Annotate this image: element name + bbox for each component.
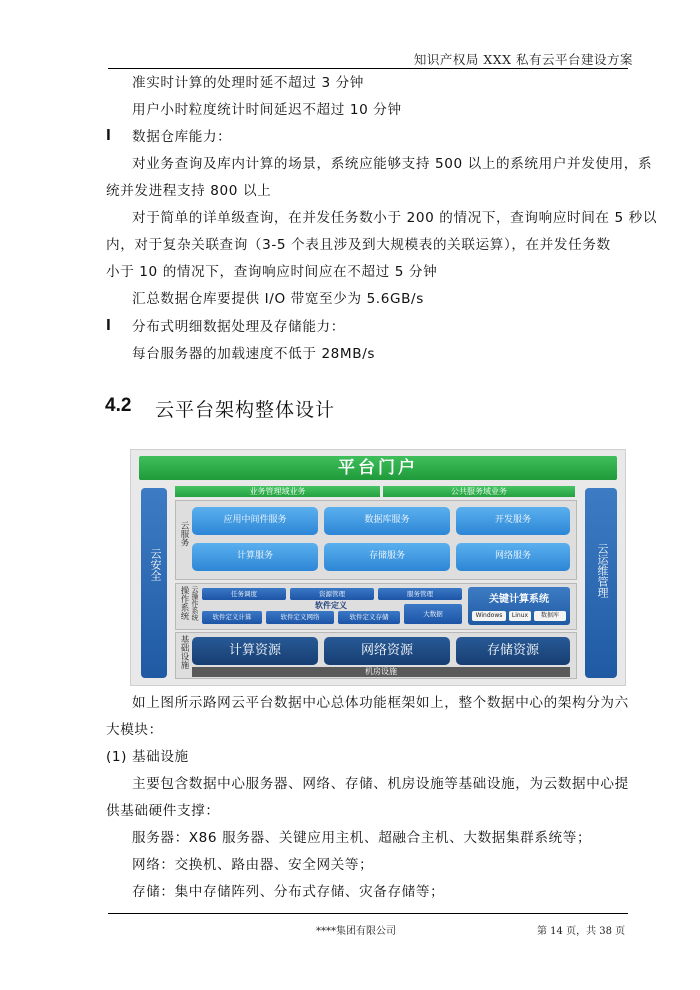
running-header: 知识产权局 XXX 私有云平台建设方案 xyxy=(413,52,633,67)
body-line: 汇总数据仓库要提供 I/O 带宽至少为 5.6GB/s xyxy=(132,291,424,307)
business-bar-right: 公共服务域业务 xyxy=(383,486,575,497)
os-layer xyxy=(175,583,577,630)
infrastructure-layer xyxy=(175,632,577,679)
footer-page-number: 第 14 页，共 38 页 xyxy=(537,926,626,937)
service-compute: 计算服务 xyxy=(192,543,318,571)
body-line: 如上图所示路网云平台数据中心总体功能框架如上，整个数据中心的架构分为六 xyxy=(132,695,629,711)
platform-portal: 平台门户 xyxy=(139,456,617,480)
cloud-security-label: 云安全 xyxy=(149,548,162,581)
windows-item: Windows xyxy=(472,611,506,621)
linux-item: Linux xyxy=(509,611,531,621)
database-item: 数据库 xyxy=(534,611,566,621)
sd-network: 软件定义网络 xyxy=(266,611,334,624)
architecture-diagram xyxy=(130,449,626,686)
body-line: 对业务查询及库内计算的场景，系统应能够支持 500 以上的系统用户并发使用，系 xyxy=(132,156,653,172)
service-database: 数据库服务 xyxy=(324,507,450,535)
body-line: 存储：集中存储阵列、分布式存储、灾备存储等； xyxy=(132,884,445,900)
cloud-service-layer xyxy=(175,500,577,580)
body-line: 用户小时粒度统计时间延迟不超过 10 分钟 xyxy=(132,102,402,118)
body-line: 供基础硬件支撑： xyxy=(106,803,220,819)
sd-storage: 软件定义存储 xyxy=(338,611,400,624)
big-data: 大数据 xyxy=(404,604,462,624)
footer-rule xyxy=(108,913,628,914)
body-line: 小于 10 的情况下，查询响应时间应在不超过 5 分钟 xyxy=(106,264,438,280)
cloud-service-label: 云服务 xyxy=(179,521,189,547)
key-computing-title: 关键计算系统 xyxy=(489,594,549,605)
service-network: 网络服务 xyxy=(456,543,570,571)
service-storage: 存储服务 xyxy=(324,543,450,571)
cloud-ops-label: 云运维管理 xyxy=(596,543,609,598)
bullet-marker: l xyxy=(106,318,111,334)
cloud-ops-bar xyxy=(585,488,617,678)
header-rule xyxy=(108,68,628,69)
body-line: 主要包含数据中心服务器、网络、存储、机房设施等基础设施，为云数据中心提 xyxy=(132,776,629,792)
storage-resource: 存储资源 xyxy=(456,637,570,665)
service-management: 服务管理 xyxy=(378,588,462,600)
body-line: 准实时计算的处理时延不超过 3 分钟 xyxy=(132,75,364,91)
resource-management: 资源管理 xyxy=(290,588,374,600)
body-line: 每台服务器的加载速度不低于 28MB/s xyxy=(132,346,376,362)
cloud-os-label: 云操作系统 xyxy=(191,586,199,621)
section-number: 4.2 xyxy=(105,395,132,416)
service-app-middleware: 应用中间件服务 xyxy=(192,507,318,535)
sd-compute: 软件定义计算 xyxy=(202,611,262,624)
section-title: 云平台架构整体设计 xyxy=(155,399,336,421)
task-scheduling: 任务调度 xyxy=(202,588,286,600)
body-line: 内，对于复杂关联查询（3-5 个表且涉及到大规模表的关联运算），在并发任务数 xyxy=(106,237,611,253)
subsection-heading: (1) 基础设施 xyxy=(106,749,189,765)
business-bar-left: 业务管理域业务 xyxy=(175,486,380,497)
key-computing-system xyxy=(468,587,570,625)
body-line: 统并发进程支持 800 以上 xyxy=(106,183,272,199)
infrastructure-label: 基础设施 xyxy=(179,635,189,669)
body-line: 服务器：X86 服务器、关键应用主机、超融合主机、大数据集群系统等； xyxy=(132,830,592,846)
compute-resource: 计算资源 xyxy=(192,637,318,665)
software-define-label: 软件定义 xyxy=(315,601,347,610)
os-label: 操作系统 xyxy=(179,586,189,620)
machine-room: 机房设施 xyxy=(192,667,570,677)
bullet-heading: 分布式明细数据处理及存储能力： xyxy=(132,319,345,335)
body-line: 对于简单的详单级查询，在并发任务数小于 200 的情况下，查询响应时间在 5 秒以 xyxy=(132,210,658,226)
body-line: 大模块： xyxy=(106,722,163,738)
body-line: 网络：交换机、路由器、安全网关等； xyxy=(132,857,374,873)
cloud-security-bar xyxy=(141,488,167,678)
footer-company: ****集团有限公司 xyxy=(316,926,396,937)
service-development: 开发服务 xyxy=(456,507,570,535)
network-resource: 网络资源 xyxy=(324,637,450,665)
bullet-marker: l xyxy=(106,128,111,144)
bullet-heading: 数据仓库能力： xyxy=(132,129,232,145)
